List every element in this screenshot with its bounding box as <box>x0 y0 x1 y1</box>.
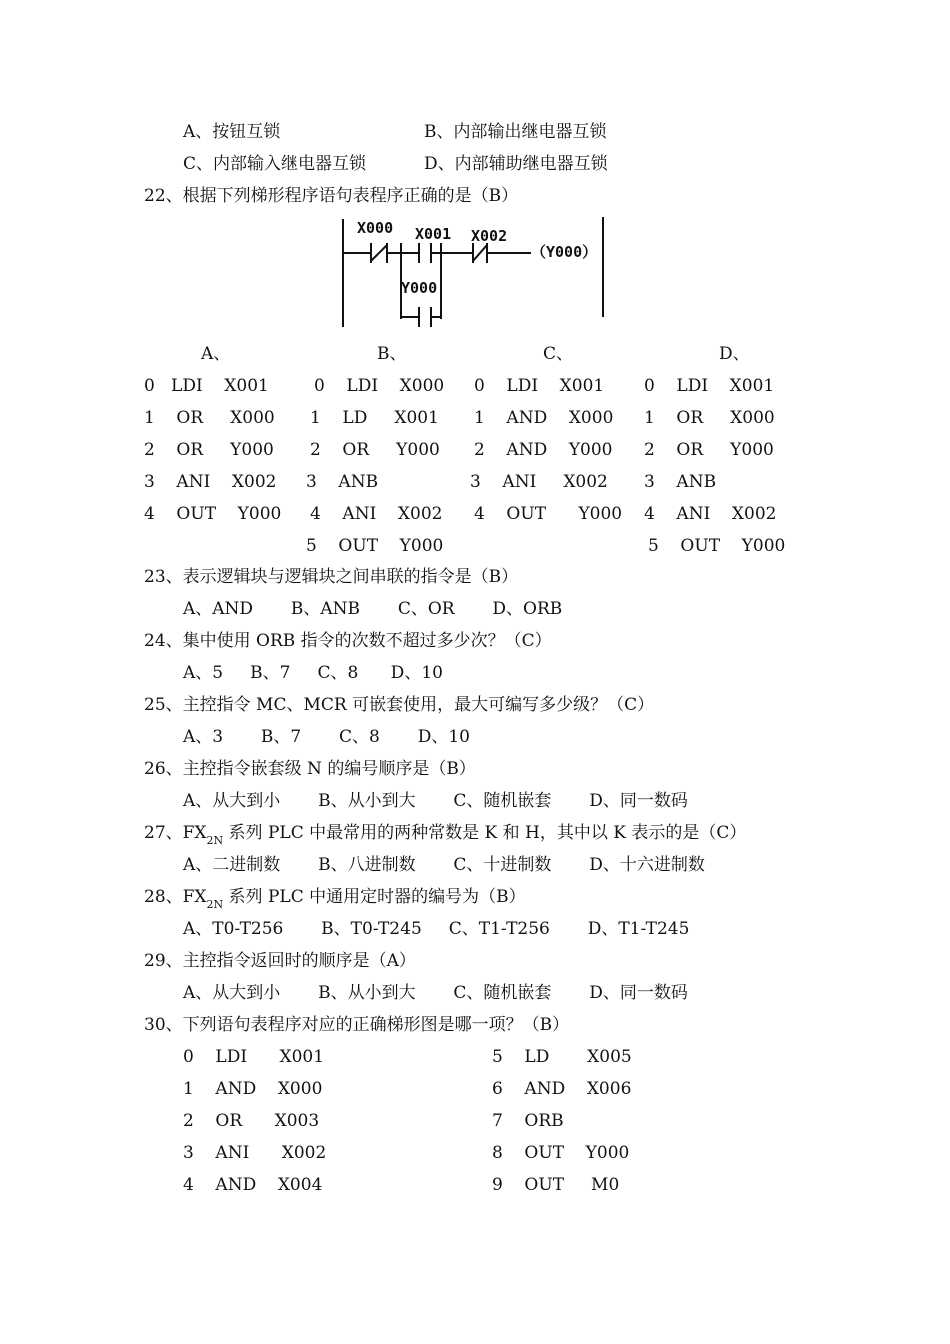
q22-col-d-line: 0 LDI X001 <box>644 376 775 396</box>
q25-stem: 25、主控指令 MC、MCR 可嵌套使用，最大可编写多少级？（C） <box>144 695 655 715</box>
label-x002: X002 <box>471 227 508 245</box>
q26-options: A、从大到小 B、从小到大 C、随机嵌套 D、同一数码 <box>183 791 688 811</box>
q22-col-a-line: 3 ANI X002 <box>144 472 277 492</box>
q22-header-a: A、 <box>201 344 231 364</box>
label-y000-contact: Y000 <box>401 279 438 297</box>
q21-option-a: A、按钮互锁 <box>183 122 281 142</box>
label-x000: X000 <box>357 219 394 237</box>
q28-stem: 28、$FX_{2N}$ 系列 PLC 中通用定时器的编号为（B） <box>144 887 526 911</box>
q22-col-a-line: 0 LDI X001 <box>144 376 269 396</box>
q30-left-line: 1 AND X000 <box>183 1079 323 1099</box>
q30-left-line: 2 OR X003 <box>183 1111 320 1131</box>
q22-col-c-line: 0 LDI X001 <box>474 376 605 396</box>
q22-col-b-line: 0 LDI X000 <box>314 376 445 396</box>
q29-options: A、从大到小 B、从小到大 C、随机嵌套 D、同一数码 <box>183 983 688 1003</box>
q30-right-line: 6 AND X006 <box>492 1079 632 1099</box>
q30-left-line: 4 AND X004 <box>183 1175 323 1195</box>
q22-header-d: D、 <box>719 344 750 364</box>
q22-col-a-line: 1 OR X000 <box>144 408 275 428</box>
q22-col-b-line: 2 OR Y000 <box>310 440 440 460</box>
coil-y000: （Y000） <box>531 243 598 261</box>
ladder-diagram <box>335 213 615 331</box>
q25-options: A、3 B、7 C、8 D、10 <box>183 727 470 747</box>
q22-col-b-line: 5 OUT Y000 <box>306 536 444 556</box>
q22-col-d-line: 3 ANB <box>644 472 717 492</box>
q22-col-a-line: 4 OUT Y000 <box>144 504 282 524</box>
q28-options: A、T0-T256 B、T0-T245 C、T1-T256 D、T1-T245 <box>183 919 690 939</box>
q22-header-c: C、 <box>543 344 574 364</box>
q22-col-d-line: 1 OR X000 <box>644 408 775 428</box>
q22-header-b: B、 <box>377 344 407 364</box>
q22-col-a-line: 2 OR Y000 <box>144 440 274 460</box>
q27-options: A、二进制数 B、八进制数 C、十进制数 D、十六进制数 <box>183 855 705 875</box>
q22-col-c-line: 4 OUT Y000 <box>474 504 623 524</box>
q30-right-line: 9 OUT M0 <box>492 1175 620 1195</box>
q21-option-d: D、内部辅助继电器互锁 <box>424 154 608 174</box>
q30-left-line: 3 ANI X002 <box>183 1143 327 1163</box>
q22-col-b-line: 1 LD X001 <box>310 408 439 428</box>
q22-col-c-line: 2 AND Y000 <box>474 440 613 460</box>
q26-stem: 26、主控指令嵌套级 N 的编号顺序是（B） <box>144 759 476 779</box>
q30-right-line: 8 OUT Y000 <box>492 1143 630 1163</box>
q24-options: A、5 B、7 C、8 D、10 <box>183 663 443 683</box>
q21-option-b: B、内部输出继电器互锁 <box>424 122 607 142</box>
q30-right-line: 7 ORB <box>492 1111 564 1131</box>
q23-options: A、AND B、ANB C、OR D、ORB <box>183 599 563 619</box>
q22-col-b-line: 3 ANB <box>306 472 379 492</box>
q22-col-c-line: 3 ANI X002 <box>470 472 608 492</box>
q22-col-c-line: 1 AND X000 <box>474 408 614 428</box>
q30-stem: 30、下列语句表程序对应的正确梯形图是哪一项？（B） <box>144 1015 570 1035</box>
q30-left-line: 0 LDI X001 <box>183 1047 325 1067</box>
q24-stem: 24、集中使用 ORB 指令的次数不超过多少次？（C） <box>144 631 552 651</box>
q22-col-d-line: 2 OR Y000 <box>644 440 774 460</box>
q23-stem: 23、表示逻辑块与逻辑块之间串联的指令是（B） <box>144 567 519 587</box>
q30-right-line: 5 LD X005 <box>492 1047 632 1067</box>
q22-col-b-line: 4 ANI X002 <box>310 504 443 524</box>
label-x001: X001 <box>415 225 452 243</box>
q29-stem: 29、主控指令返回时的顺序是（A） <box>144 951 416 971</box>
q22-col-d-line: 4 ANI X002 <box>644 504 777 524</box>
q27-stem: 27、$FX_{2N}$ 系列 PLC 中最常用的两种常数是 K 和 H，其中以 K 表示的是（C） <box>144 823 747 847</box>
q21-option-c: C、内部输入继电器互锁 <box>183 154 367 174</box>
q22-col-d-line: 5 OUT Y000 <box>648 536 786 556</box>
q22-stem: 22、根据下列梯形程序语句表程序正确的是（B） <box>144 186 519 206</box>
